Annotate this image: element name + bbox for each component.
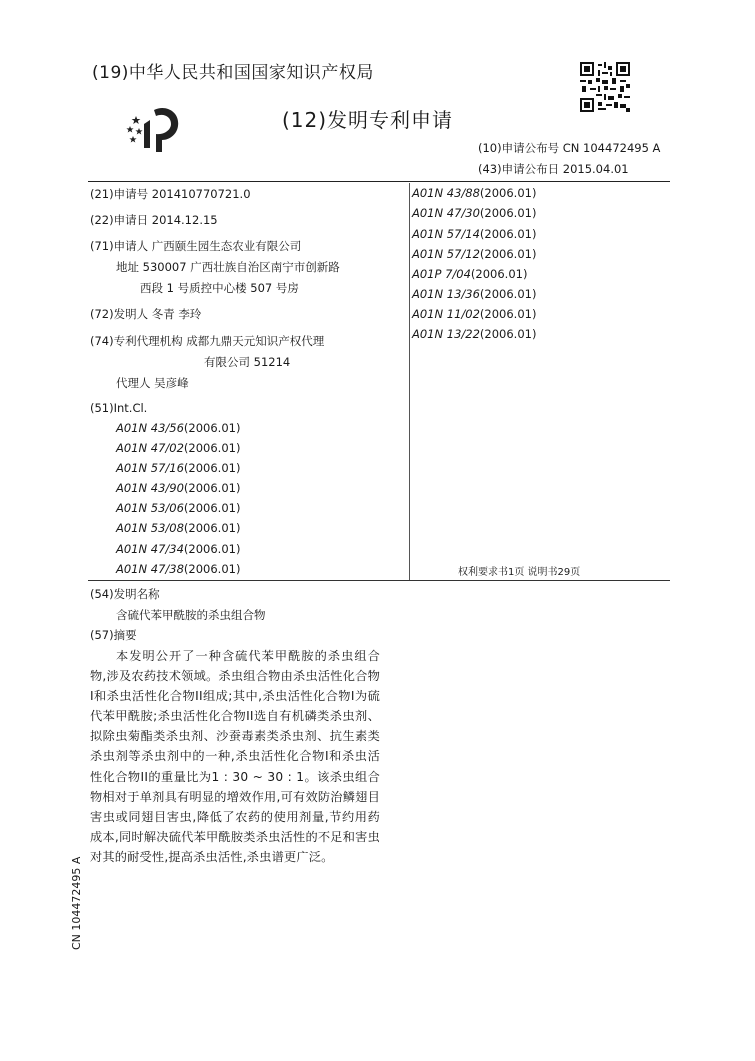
ipc-entry-right: A01N 43/88(2006.01) bbox=[412, 186, 537, 200]
ipc-entry-left: A01N 57/16(2006.01) bbox=[116, 461, 241, 475]
ipc-entry-left: A01N 47/02(2006.01) bbox=[116, 441, 241, 455]
section-divider bbox=[88, 580, 670, 581]
abstract-text: 本发明公开了一种含硫代苯甲酰胺的杀虫组合物,涉及农药技术领域。杀虫组合物由杀虫活性化合物I和杀虫活性化合物II组成;其中,杀虫活性化合物I为硫代苯甲酰胺;杀虫活性化合物II选自有机磷类杀虫剂、拟除虫菊酯类杀虫剂、沙蚕毒素类杀虫剂、抗生素类杀虫剂等杀虫剂中的一种,杀虫活性化合物I和杀虫活性化合物II的重量比为1 : 30 ~ 30 : 1。该杀虫组合物相对于单剂具有明显的增效作用,可有效防治鳞翅目害虫或同翅目害虫,降低了农药的使用剂量,节约用药成本,同时解决硫代苯甲酰胺类杀虫活性的不足和害虫对其的耐受性,提高杀虫活性,杀虫谱更广泛。 bbox=[90, 649, 380, 864]
column-divider bbox=[409, 183, 410, 580]
ipc-entry-right: A01N 57/14(2006.01) bbox=[412, 227, 537, 241]
invention-title-label: (54)发明名称 bbox=[90, 587, 160, 601]
patent-agent: 代理人 吴彦峰 bbox=[116, 376, 189, 390]
ipc-entry-right: A01N 47/30(2006.01) bbox=[412, 206, 537, 220]
applicant: (71)申请人 广西颐生园生态农业有限公司 bbox=[90, 239, 302, 253]
ipc-entry-left: A01N 47/34(2006.01) bbox=[116, 542, 241, 556]
application-date: (22)申请日 2014.12.15 bbox=[90, 213, 218, 227]
ipc-entry-left: A01N 53/08(2006.01) bbox=[116, 521, 241, 535]
address-line-1: 地址 530007 广西壮族自治区南宁市创新路 bbox=[116, 260, 340, 274]
patent-agency-line-1: (74)专利代理机构 成都九鼎天元知识产权代理 bbox=[90, 334, 325, 348]
publication-number: (10)申请公布号 CN 104472495 A bbox=[478, 141, 661, 155]
ipc-entry-right: A01N 13/22(2006.01) bbox=[412, 327, 537, 341]
cnipa-emblem-icon bbox=[124, 102, 186, 154]
document-type: (12)发明专利申请 bbox=[282, 108, 454, 132]
ipc-entry-left: A01N 43/90(2006.01) bbox=[116, 481, 241, 495]
ipc-entry-left: A01N 43/56(2006.01) bbox=[116, 421, 241, 435]
ipc-entry-right: A01N 57/12(2006.01) bbox=[412, 247, 537, 261]
page-count-info: 权利要求书1页 说明书29页 bbox=[458, 567, 581, 578]
ipc-entry-left: A01N 53/06(2006.01) bbox=[116, 501, 241, 515]
inventors: (72)发明人 冬青 李玲 bbox=[90, 307, 202, 321]
invention-title: 含硫代苯甲酰胺的杀虫组合物 bbox=[116, 608, 266, 622]
ipc-entry-right: A01N 11/02(2006.01) bbox=[412, 307, 537, 321]
ipc-entry-left: A01N 47/38(2006.01) bbox=[116, 562, 241, 576]
abstract-label: (57)摘要 bbox=[90, 628, 137, 642]
office-name: (19)中华人民共和国国家知识产权局 bbox=[92, 63, 374, 83]
application-number: (21)申请号 201410770721.0 bbox=[90, 187, 251, 201]
qr-code bbox=[580, 62, 630, 112]
publication-date: (43)申请公布日 2015.04.01 bbox=[478, 162, 629, 176]
ipc-entry-right: A01N 13/36(2006.01) bbox=[412, 287, 537, 301]
address-line-2: 西段 1 号质控中心楼 507 号房 bbox=[140, 281, 299, 295]
int-cl-label: (51)Int.Cl. bbox=[90, 401, 148, 415]
ipc-entry-right: A01P 7/04(2006.01) bbox=[412, 267, 528, 281]
patent-agency-line-2: 有限公司 51214 bbox=[204, 355, 291, 369]
header-divider bbox=[88, 181, 670, 182]
spine-publication-number: CN 104472495 A bbox=[70, 856, 83, 950]
